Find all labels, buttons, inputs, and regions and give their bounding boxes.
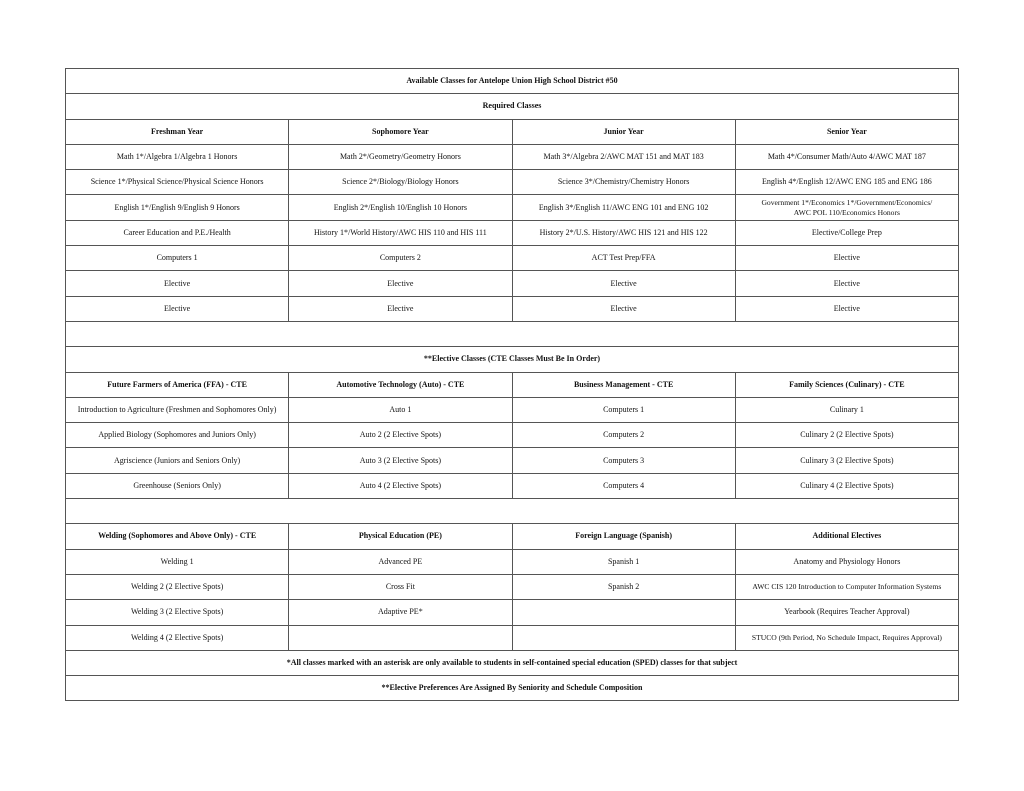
header-row [66,119,959,144]
column-header: Freshman Year [66,119,289,144]
table-cell: English 4*/English 12/AWC ENG 185 and ENG 186 [735,170,958,195]
table-row [66,246,959,271]
column-header: Foreign Language (Spanish) [512,524,735,549]
header-row [66,524,959,549]
table-cell: Elective/College Prep [735,220,958,245]
table-cell: Auto 2 (2 Elective Spots) [289,423,512,448]
table-cell: Elective [735,296,958,321]
required-classes-heading: Required Classes [66,94,959,119]
table-cell: Auto 4 (2 Elective Spots) [289,473,512,498]
column-header: Future Farmers of America (FFA) - CTE [66,372,289,397]
table-row [66,195,959,220]
title-row [66,69,959,94]
table-cell: Math 3*/Algebra 2/AWC MAT 151 and MAT 183 [512,144,735,169]
table-cell: Science 1*/Physical Science/Physical Science Honors [66,170,289,195]
table-row [66,170,959,195]
spacer-row [66,499,959,524]
column-header: Senior Year [735,119,958,144]
document-title: Available Classes for Antelope Union High School District #50 [66,69,959,94]
table-cell: Adaptive PE* [289,600,512,625]
header-row [66,372,959,397]
table-cell: STUCO (9th Period, No Schedule Impact, Requires Approval) [735,625,958,650]
footnote-row [66,676,959,701]
table-cell: Science 3*/Chemistry/Chemistry Honors [512,170,735,195]
column-header: Physical Education (PE) [289,524,512,549]
table-row [66,271,959,296]
column-header: Family Sciences (Culinary) - CTE [735,372,958,397]
empty-cell [66,499,959,524]
table-cell: Auto 1 [289,397,512,422]
table-cell: Culinary 1 [735,397,958,422]
column-header: Welding (Sophomores and Above Only) - CTE [66,524,289,549]
footnote-row [66,650,959,675]
section-heading-row [66,94,959,119]
table-cell: Welding 1 [66,549,289,574]
section-heading-row [66,347,959,372]
column-header: Automotive Technology (Auto) - CTE [289,372,512,397]
table-cell [289,625,512,650]
table-cell: Welding 4 (2 Elective Spots) [66,625,289,650]
table-cell: Computers 3 [512,448,735,473]
class-schedule-table [65,68,959,701]
table-cell: Yearbook (Requires Teacher Approval) [735,600,958,625]
table-cell: Anatomy and Physiology Honors [735,549,958,574]
table-cell: Advanced PE [289,549,512,574]
table-cell: Spanish 2 [512,574,735,599]
elective-classes-heading: **Elective Classes (CTE Classes Must Be In Order) [66,347,959,372]
table-cell: Auto 3 (2 Elective Spots) [289,448,512,473]
table-cell: English 3*/English 11/AWC ENG 101 and ENG 102 [512,195,735,220]
table-cell: Culinary 2 (2 Elective Spots) [735,423,958,448]
column-header: Business Management - CTE [512,372,735,397]
table-cell: Elective [735,246,958,271]
table-row [66,296,959,321]
table-row [66,144,959,169]
spacer-row [66,321,959,346]
table-cell: Computers 4 [512,473,735,498]
table-cell: Introduction to Agriculture (Freshmen and Sophomores Only) [66,397,289,422]
table-cell: Computers 1 [512,397,735,422]
table-row [66,600,959,625]
table-cell: Elective [289,296,512,321]
table-cell: Computers 1 [66,246,289,271]
table-cell: Computers 2 [512,423,735,448]
empty-cell [66,321,959,346]
table-cell: Computers 2 [289,246,512,271]
table-row [66,549,959,574]
table-cell: AWC CIS 120 Introduction to Computer Information Systems [735,574,958,599]
table-row [66,473,959,498]
elective-preference-footnote: **Elective Preferences Are Assigned By Seniority and Schedule Composition [66,676,959,701]
table-cell: Math 4*/Consumer Math/Auto 4/AWC MAT 187 [735,144,958,169]
table-cell: Elective [66,296,289,321]
table-cell [512,625,735,650]
table-cell: Applied Biology (Sophomores and Juniors Only) [66,423,289,448]
table-row [66,574,959,599]
table-cell: Culinary 3 (2 Elective Spots) [735,448,958,473]
table-cell: Elective [66,271,289,296]
table-row [66,625,959,650]
table-cell: English 1*/English 9/English 9 Honors [66,195,289,220]
table-cell: Math 2*/Geometry/Geometry Honors [289,144,512,169]
table-cell: Welding 2 (2 Elective Spots) [66,574,289,599]
table-cell: Culinary 4 (2 Elective Spots) [735,473,958,498]
table-cell: Government 1*/Economics 1*/Government/Economics/ AWC POL 110/Economics Honors [735,195,958,220]
table-row [66,423,959,448]
table-row [66,448,959,473]
column-header: Sophomore Year [289,119,512,144]
table-cell: History 1*/World History/AWC HIS 110 and HIS 111 [289,220,512,245]
table-cell [512,600,735,625]
table-cell: Agriscience (Juniors and Seniors Only) [66,448,289,473]
table-cell: Cross Fit [289,574,512,599]
table-row [66,220,959,245]
table-cell: Career Education and P.E./Health [66,220,289,245]
table-cell: English 2*/English 10/English 10 Honors [289,195,512,220]
table-cell: History 2*/U.S. History/AWC HIS 121 and HIS 122 [512,220,735,245]
table-cell: Elective [735,271,958,296]
table-cell: Elective [289,271,512,296]
table-cell: Math 1*/Algebra 1/Algebra 1 Honors [66,144,289,169]
table-cell: ACT Test Prep/FFA [512,246,735,271]
table-cell: Elective [512,296,735,321]
table-cell: Welding 3 (2 Elective Spots) [66,600,289,625]
table-cell: Elective [512,271,735,296]
column-header: Additional Electives [735,524,958,549]
table-cell: Science 2*/Biology/Biology Honors [289,170,512,195]
table-row [66,397,959,422]
column-header: Junior Year [512,119,735,144]
table-cell: Spanish 1 [512,549,735,574]
sped-footnote: *All classes marked with an asterisk are only available to students in self-contained special education (SPED) classes for that subject [66,650,959,675]
table-cell: Greenhouse (Seniors Only) [66,473,289,498]
